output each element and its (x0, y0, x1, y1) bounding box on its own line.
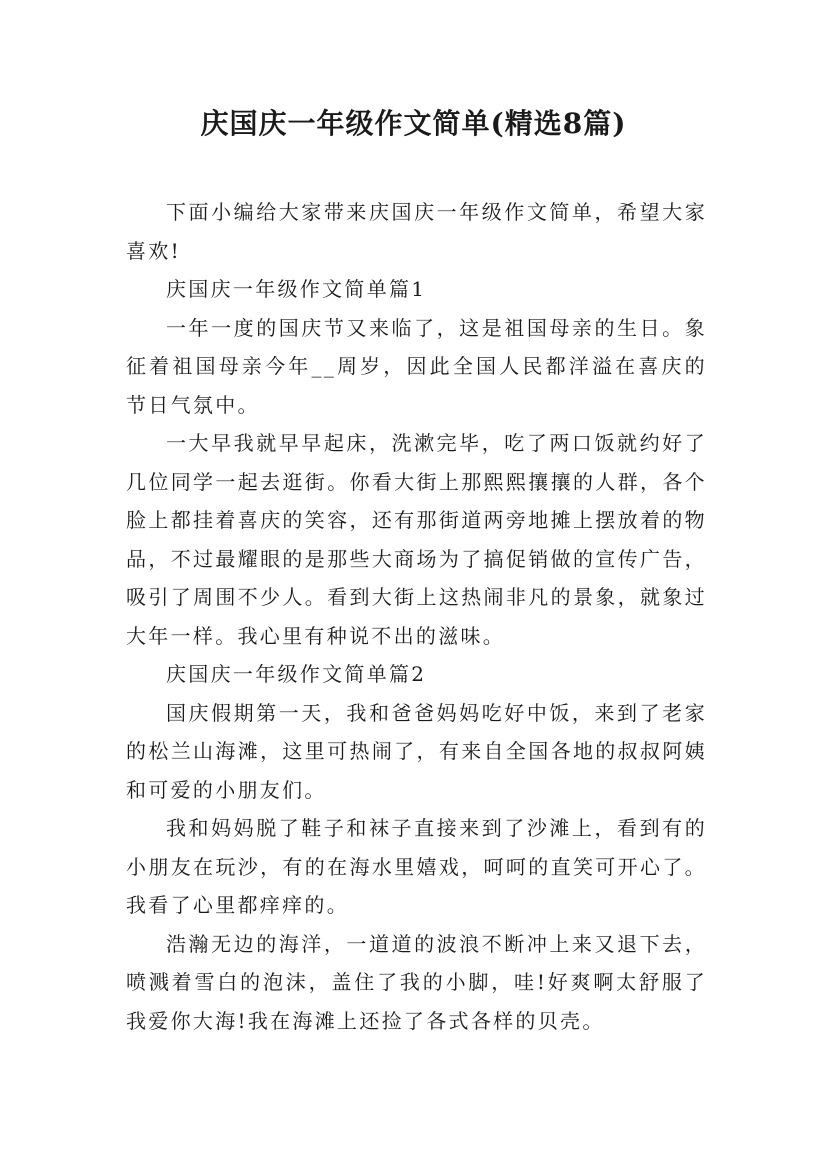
paragraph: 国庆假期第一天，我和爸爸妈妈吃好中饭，来到了老家的松兰山海滩，这里可热闹了，有来自全国各地的叔叔阿姨和可爱的小朋友们。 (126, 700, 707, 802)
paragraph: 一年一度的国庆节又来临了，这是祖国母亲的生日。象征着祖国母亲今年__周岁，因此全国人民都洋溢在喜庆的节日气氛中。 (126, 315, 707, 417)
paragraph: 一大早我就早早起床，洗漱完毕，吃了两口饭就约好了几位同学一起去逛街。你看大街上那熙熙攘攘的人群，各个脸上都挂着喜庆的笑容，还有那街道两旁地摊上摆放着的物品，不过最耀眼的是那些大商场为了搞促销做的宣传广告，吸引了周围不少人。看到大街上这热闹非凡的景象，就象过大年一样。我心里有种说不出的滋味。 (126, 431, 707, 648)
intro-paragraph: 下面小编给大家带来庆国庆一年级作文简单，希望大家喜欢! (126, 200, 707, 263)
section-heading-2: 庆国庆一年级作文简单篇2 (166, 662, 427, 686)
section-heading-1: 庆国庆一年级作文简单篇1 (166, 277, 427, 301)
paragraph: 我和妈妈脱了鞋子和袜子直接来到了沙滩上，看到有的小朋友在玩沙，有的在海水里嬉戏，呵呵的直笑可开心了。我看了心里都痒痒的。 (126, 816, 707, 917)
paragraph: 浩瀚无边的海洋，一道道的波浪不断冲上来又退下去，喷溅着雪白的泡沫，盖住了我的小脚，哇!好爽啊太舒服了我爱你大海!我在海滩上还捡了各式各样的贝壳。 (126, 931, 707, 1033)
document-body (126, 193, 707, 1040)
document-title: 庆国庆一年级作文简单(精选8篇) (200, 107, 627, 140)
